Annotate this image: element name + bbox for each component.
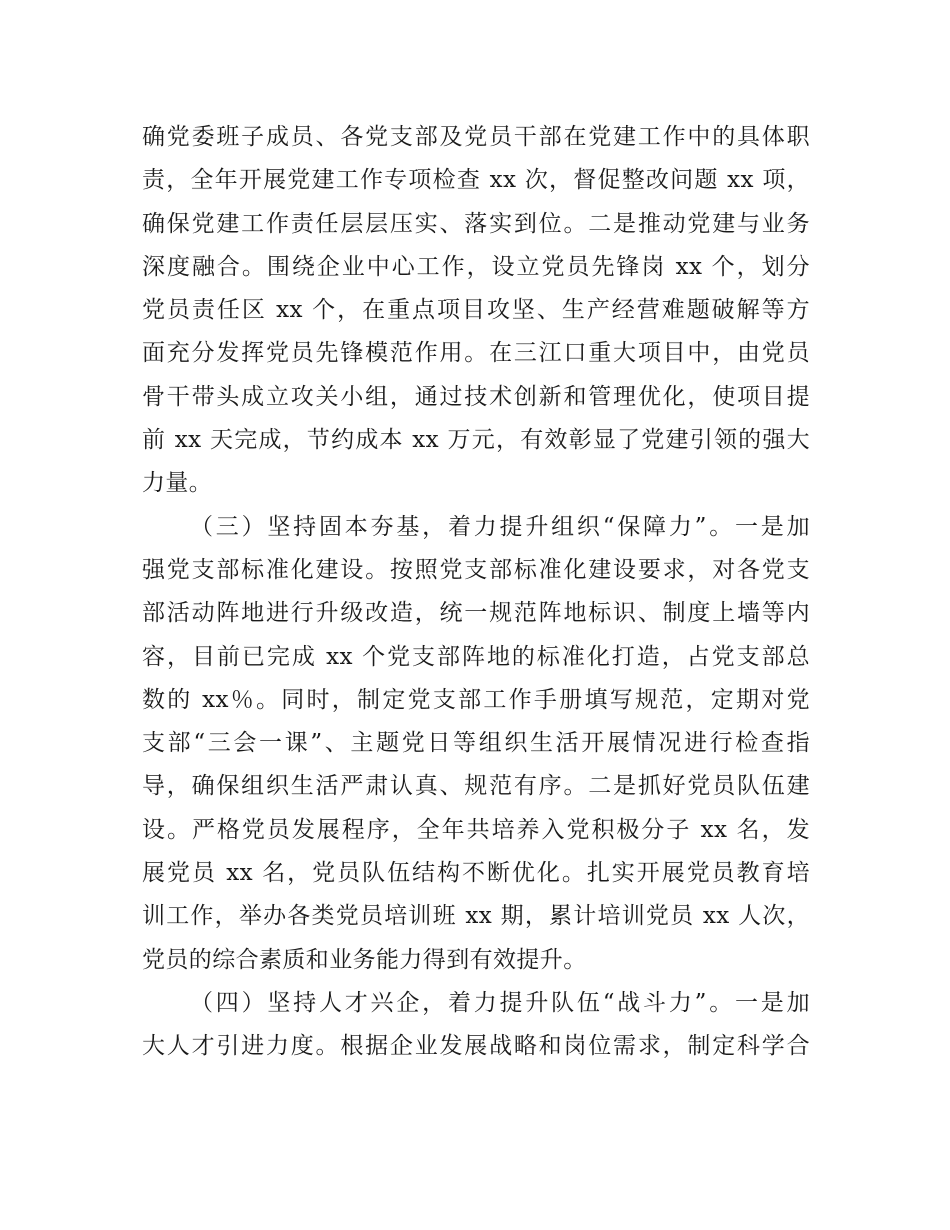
text-line: 部活动阵地进行升级改造，统一规范阵地标识、制度上墙等内 bbox=[142, 600, 810, 627]
paragraph-2 bbox=[142, 506, 810, 982]
text-line: 力量。 bbox=[142, 470, 213, 497]
text-line: 展党员 xx 名，党员队伍结构不断优化。扎实开展党员教育培 bbox=[142, 860, 810, 887]
paragraph-1 bbox=[142, 116, 810, 506]
text-line: 面充分发挥党员先锋模范作用。在三江口重大项目中，由党员 bbox=[142, 340, 810, 367]
document-body bbox=[142, 116, 810, 1069]
text-line: 骨干带头成立攻关小组，通过技术创新和管理优化，使项目提 bbox=[142, 383, 810, 410]
text-line: 前 xx 天完成，节约成本 xx 万元，有效彰显了党建引领的强大 bbox=[142, 427, 810, 454]
text-line: 导，确保组织生活严肃认真、规范有序。二是抓好党员队伍建 bbox=[142, 773, 810, 800]
text-line: 容，目前已完成 xx 个党支部阵地的标准化打造，占党支部总 bbox=[142, 643, 810, 670]
text-line: 数的 xx％。同时，制定党支部工作手册填写规范，定期对党 bbox=[142, 686, 810, 713]
text-line: 确党委班子成员、各党支部及党员干部在党建工作中的具体职 bbox=[142, 124, 810, 150]
text-line: （三）坚持固本夯基，着力提升组织“保障力”。一是加 bbox=[190, 513, 810, 540]
text-line: 确保党建工作责任层层压实、落实到位。二是推动党建与业务 bbox=[142, 210, 810, 237]
paragraph-3 bbox=[142, 982, 810, 1069]
text-line: 深度融合。围绕企业中心工作，设立党员先锋岗 xx 个，划分 bbox=[142, 253, 810, 280]
text-line: （四）坚持人才兴企，着力提升队伍“战斗力”。一是加 bbox=[190, 989, 810, 1016]
text-line: 支部“三会一课”、主题党日等组织生活开展情况进行检查指 bbox=[142, 730, 810, 757]
text-line: 大人才引进力度。根据企业发展战略和岗位需求，制定科学合 bbox=[142, 1033, 810, 1060]
text-line: 党员责任区 xx 个，在重点项目攻坚、生产经营难题破解等方 bbox=[142, 297, 810, 324]
text-line: 党员的综合素质和业务能力得到有效提升。 bbox=[142, 946, 587, 973]
text-line: 强党支部标准化建设。按照党支部标准化建设要求，对各党支 bbox=[142, 556, 810, 583]
text-line: 责，全年开展党建工作专项检查 xx 次，督促整改问题 xx 项， bbox=[142, 167, 810, 194]
text-line: 设。严格党员发展程序，全年共培养入党积极分子 xx 名，发 bbox=[142, 816, 810, 843]
text-line: 训工作，举办各类党员培训班 xx 期，累计培训党员 xx 人次， bbox=[142, 903, 810, 930]
